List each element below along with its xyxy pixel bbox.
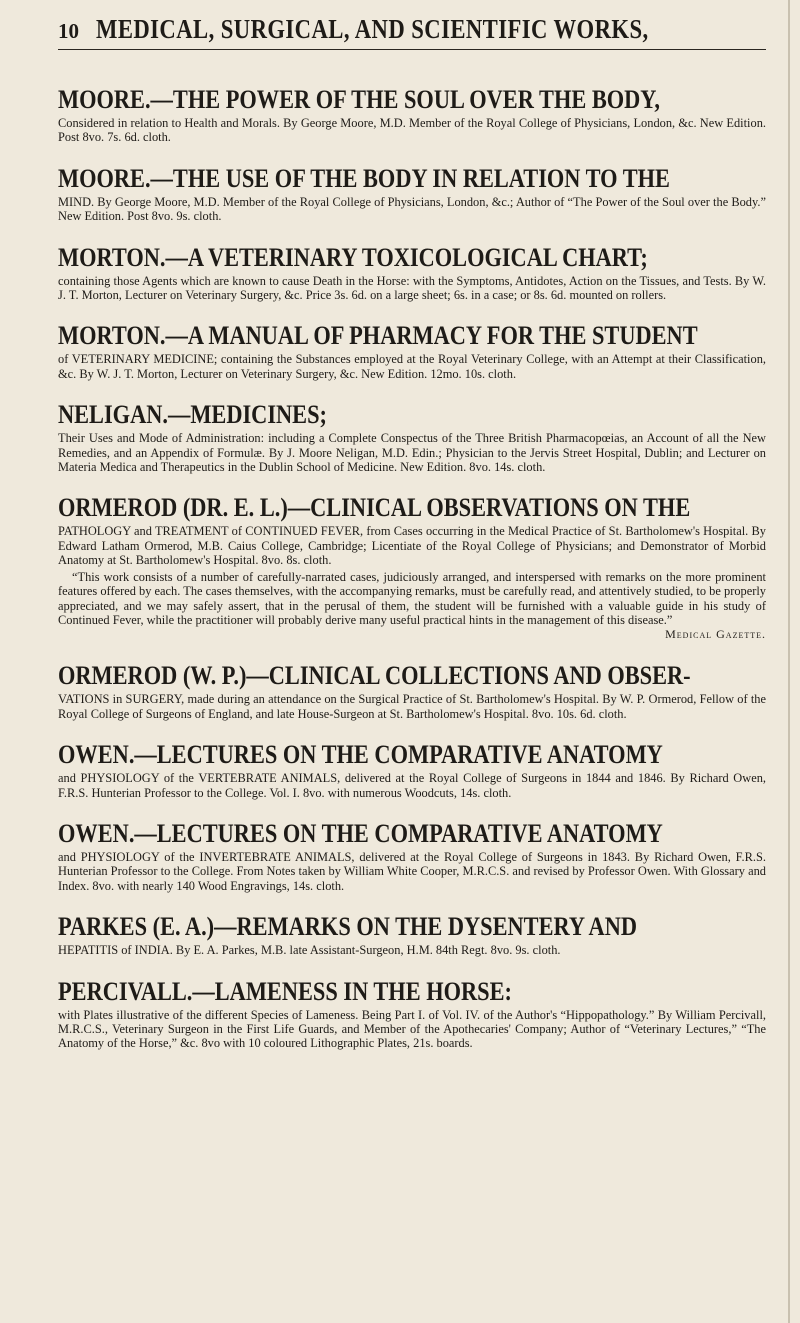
entry-title: ORMEROD (W. P.)—CLINICAL COLLECTIONS AND OBSER- xyxy=(58,661,691,691)
catalogue-entry xyxy=(58,86,766,145)
catalogue-entry xyxy=(58,165,766,224)
catalogue-entry xyxy=(58,244,766,303)
entry-title: PERCIVALL.—LAMENESS IN THE HORSE: xyxy=(58,976,512,1006)
entry-title: MOORE.—THE USE OF THE BODY IN RELATION TO THE xyxy=(58,163,670,193)
catalogue-entry xyxy=(58,401,766,474)
catalogue-entry xyxy=(58,741,766,800)
entry-description: PATHOLOGY and TREATMENT of CONTINUED FEVER, from Cases occurring in the Medical Practice of St. Bartholomew's Hospital. By Edward Latham Ormerod, M.B. Caius College, Cambridge; Licentiate of the Royal College of Physicians; and Demonstrator of Morbid Anatomy at St. Bartholomew's Hospital. 8vo. 8s. cloth. xyxy=(58,524,766,568)
entry-description: of VETERINARY MEDICINE; containing the Substances employed at the Royal Veterinary College, with an Attempt at their Classification, &c. By W. J. T. Morton, Lecturer on Veterinary Surgery, &c. New Edition. 12mo. 10s. cloth. xyxy=(58,352,766,381)
entry-title: OWEN.—LECTURES ON THE COMPARATIVE ANATOMY xyxy=(58,818,663,848)
entry-description: MIND. By George Moore, M.D. Member of the Royal College of Physicians, London, &c.; Author of “The Power of the Soul over the Body.” New Edition. Post 8vo. 9s. cloth. xyxy=(58,194,766,224)
entry-title: MORTON.—A MANUAL OF PHARMACY FOR THE STUDENT xyxy=(58,321,698,351)
entry-description: containing those Agents which are known to cause Death in the Horse: with the Symptoms, Antidotes, Action on the Tissues, and Tests. By W. J. T. Morton, Lecturer on Veterinary Surgery, &c. Price 3s. 6d. on a large sheet; 6s. in a case; or 8s. 6d. mounted on rollers. xyxy=(58,273,766,303)
header-rule xyxy=(58,49,766,50)
entry-description: and PHYSIOLOGY of the INVERTEBRATE ANIMALS, delivered at the Royal College of Surgeons in 1843. By Richard Owen, F.R.S. Hunterian Professor to the College. From Notes taken by William White Cooper, M.R.C.S. and revised by Professor Owen. With Glossary and Index. 8vo. with nearly 140 Wood Engravings, 14s. cloth. xyxy=(58,849,766,893)
review-source: Medical Gazette. xyxy=(665,627,766,642)
entry-description: and PHYSIOLOGY of the VERTEBRATE ANIMALS, delivered at the Royal College of Surgeons in 1844 and 1846. By Richard Owen, F.R.S. Hunterian Professor to the College. Vol. I. 8vo. with numerous Woodcuts, 14s. cloth. xyxy=(58,771,766,800)
entry-description: VATIONS in SURGERY, made during an attendance on the Surgical Practice of St. Bartholomew's Hospital. By W. P. Ormerod, Fellow of the Royal College of Surgeons of England, and late House-Surgeon at St. Bartholomew's Hospital. 8vo. 10s. 6d. cloth. xyxy=(58,692,766,721)
catalogue-entry xyxy=(58,662,766,721)
page-edge-shadow xyxy=(788,0,790,1323)
entry-title: ORMEROD (DR. E. L.)—CLINICAL OBSERVATIONS ON THE xyxy=(58,493,691,523)
entry-title: PARKES (E. A.)—REMARKS ON THE DYSENTERY AND xyxy=(58,912,637,942)
catalogue-entry xyxy=(58,820,766,893)
entry-title: NELIGAN.—MEDICINES; xyxy=(58,400,327,430)
entry-description: with Plates illustrative of the different Species of Lameness. Being Part I. of Vol. IV. of the Author's “Hippopathology.” By William Percivall, M.R.C.S., Veterinary Surgeon in the First Life Guards, and Member of the Apothecaries' Company; Author of “Veterinary Lectures,” “The Anatomy of the Horse,” &c. 8vo with 10 coloured Lithographic Plates, 21s. boards. xyxy=(58,1007,766,1051)
page-header xyxy=(58,14,766,45)
catalogue-entry xyxy=(58,978,766,1051)
entry-description: Considered in relation to Health and Morals. By George Moore, M.D. Member of the Royal College of Physicians, London, &c. New Edition. Post 8vo. 7s. 6d. cloth. xyxy=(58,116,766,145)
catalogue-entry xyxy=(58,913,766,957)
entry-title: OWEN.—LECTURES ON THE COMPARATIVE ANATOMY xyxy=(58,740,663,770)
entry-title: MOORE.—THE POWER OF THE SOUL OVER THE BODY, xyxy=(58,85,660,114)
review-quote: “This work consists of a number of carefully-narrated cases, judiciously arranged, and interspersed with remarks on the more prominent features offered by each. The cases themselves, with the accompanying remarks, must be carefully read, and attentively studied, to be properly appreciated, and we may safely assert, that in the perusal of them, the student will be furnished with a valuable guide in his study of Continued Fever, while the practitioner will probably derive many useful practical hints in the management of this disease.” xyxy=(58,569,766,627)
running-title: MEDICAL, SURGICAL, AND SCIENTIFIC WORKS, xyxy=(96,14,649,44)
entry-title: MORTON.—A VETERINARY TOXICOLOGICAL CHART; xyxy=(58,242,648,272)
entry-description: HEPATITIS of INDIA. By E. A. Parkes, M.B. late Assistant-Surgeon, H.M. 84th Regt. 8vo. 9s. cloth. xyxy=(58,943,561,958)
entry-description: Their Uses and Mode of Administration: including a Complete Conspectus of the Three British Pharmacopœias, an Account of all the New Remedies, and an Appendix of Formulæ. By J. Moore Neligan, M.D. Edin.; Physician to the Jervis Street Hospital, Dublin; and Lecturer on Materia Medica and Therapeutics in the Dublin School of Medicine. New Edition. 8vo. 14s. cloth. xyxy=(58,431,766,475)
page-number: 10 xyxy=(58,19,79,43)
catalogue-entry xyxy=(58,494,766,642)
catalogue-entry xyxy=(58,322,766,381)
